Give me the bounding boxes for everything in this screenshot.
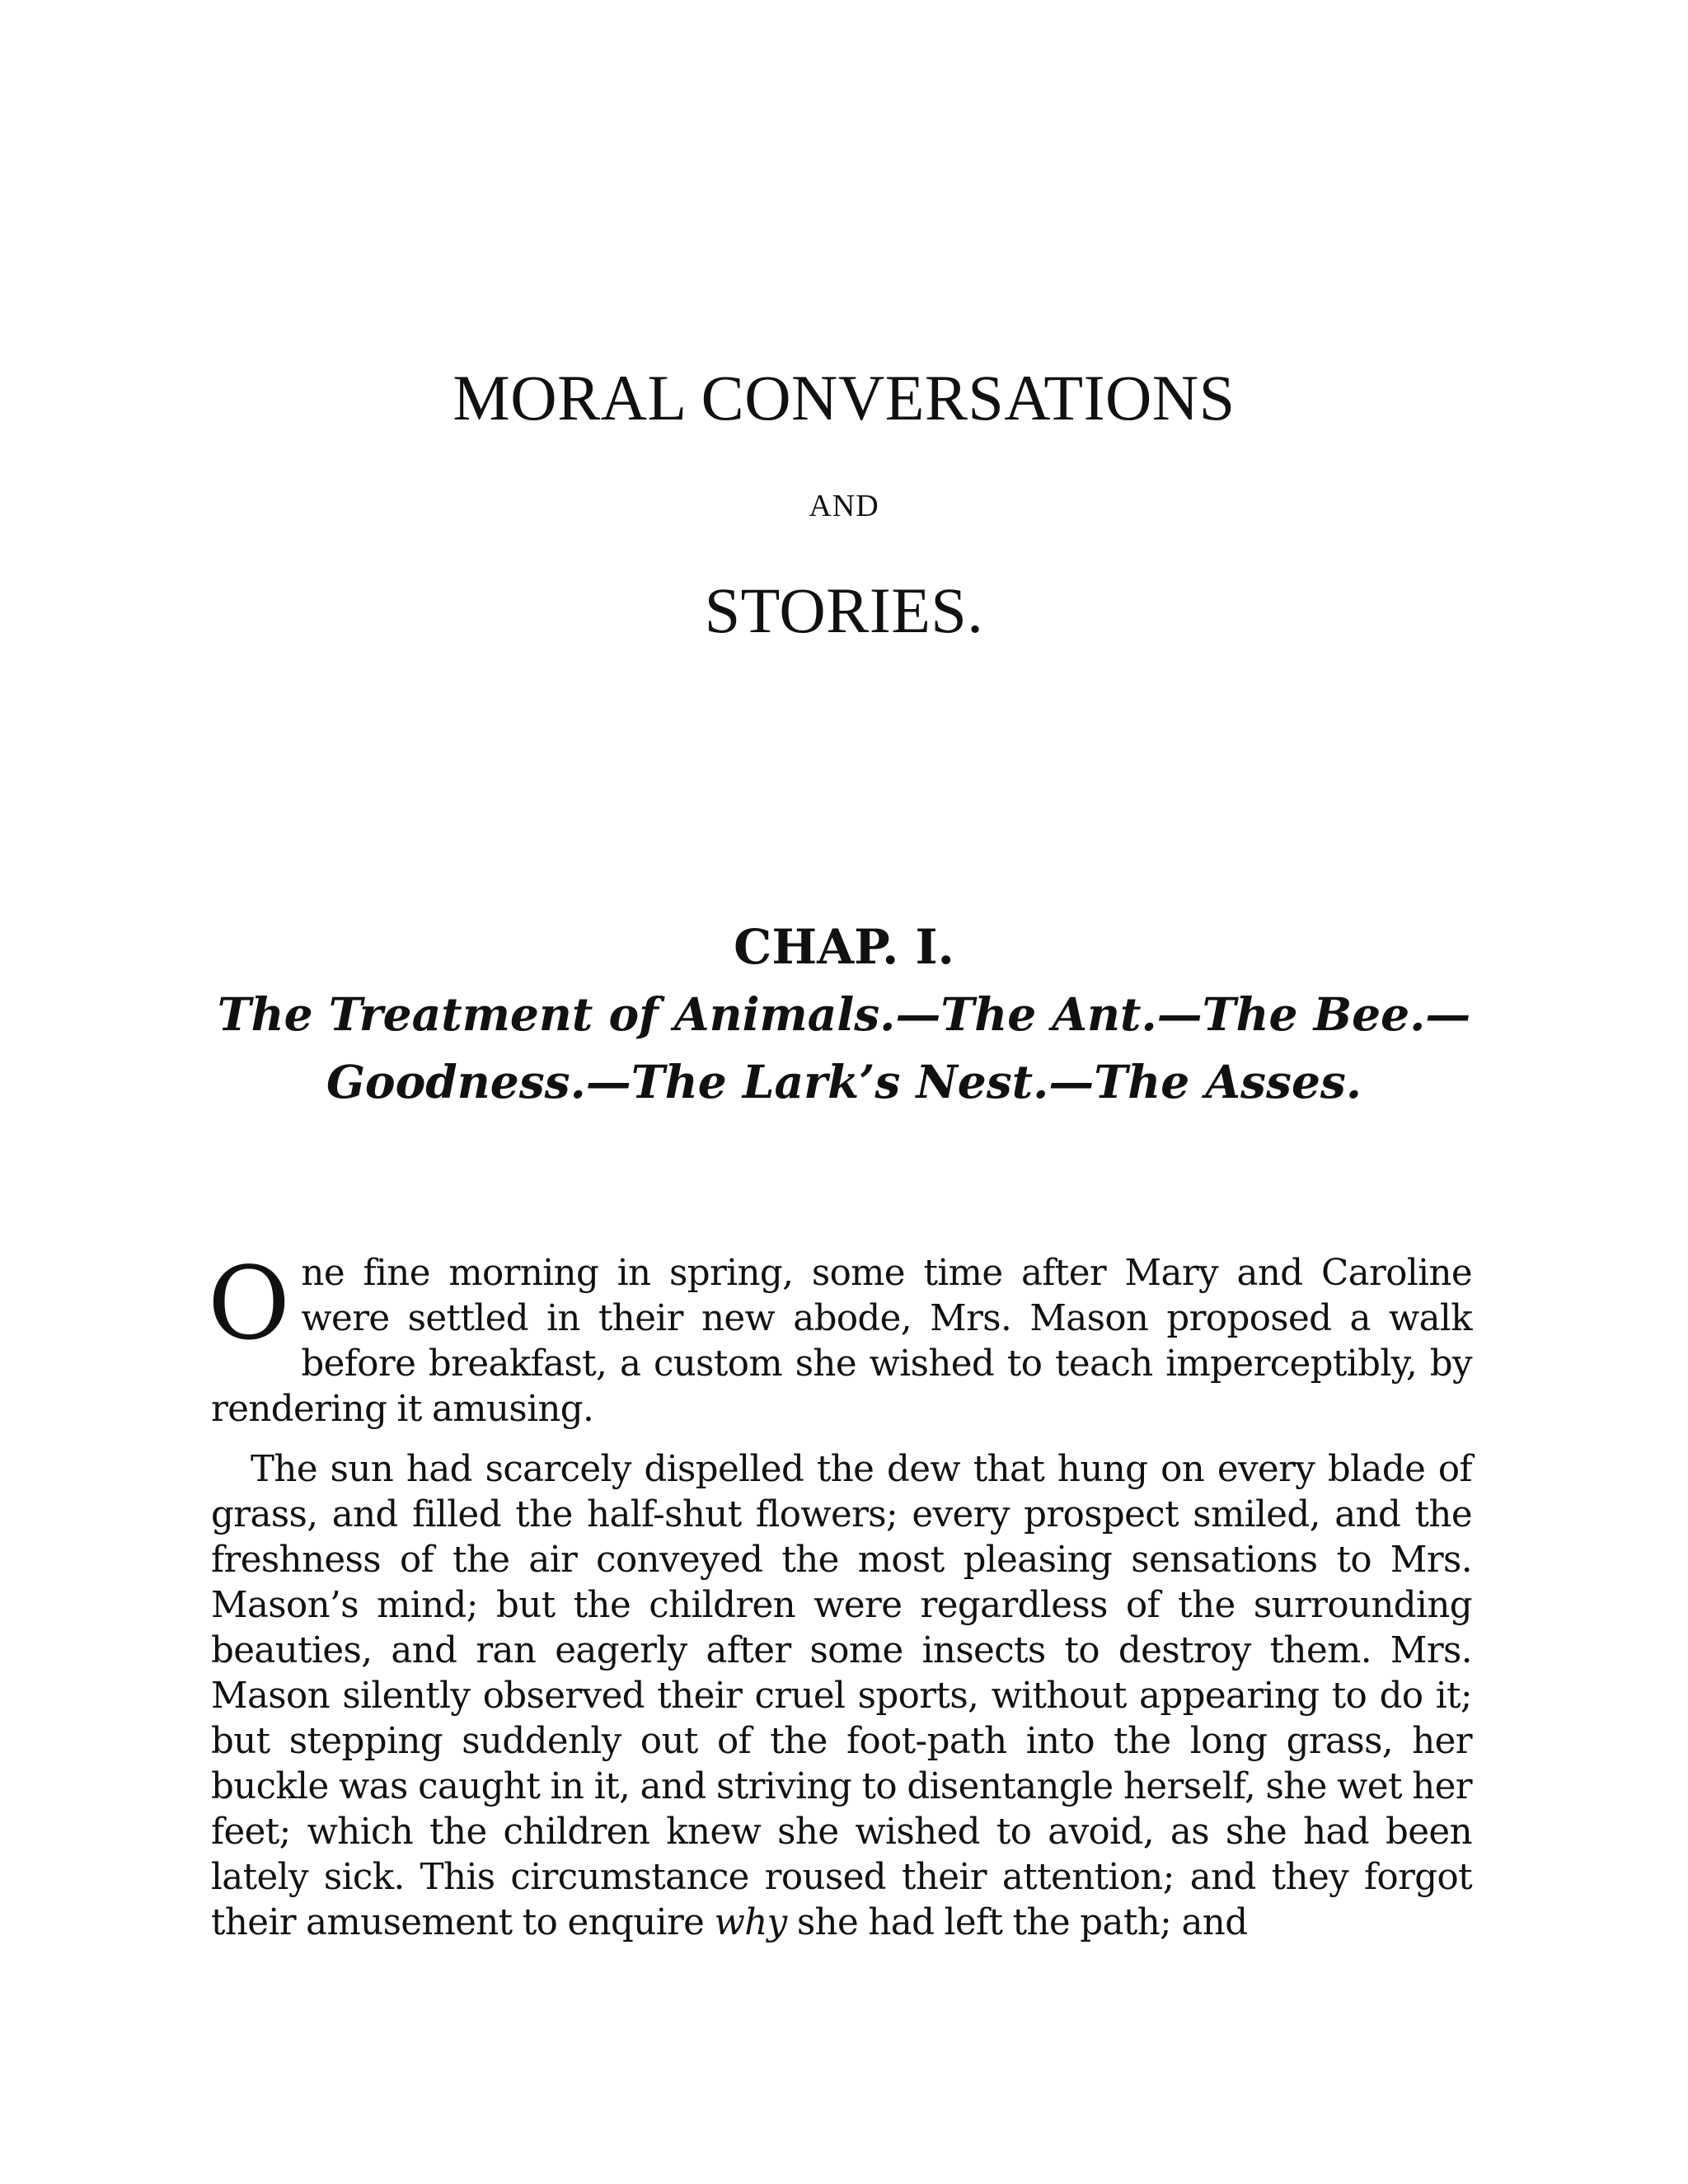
paragraph-2-text-end: she had left the path; and (786, 1902, 1248, 1943)
chapter-number: CHAP. I. (734, 919, 954, 975)
drop-cap: O (208, 1245, 290, 1362)
paragraph-2 (211, 1447, 1472, 1946)
paragraph-1 (208, 1245, 1472, 1432)
title-line-1: MORAL CONVERSATIONS (452, 362, 1236, 434)
paragraph-2-text-start: The sun had scarcely dispelled the dew that hung on every blade of grass, and filled the half-shut flowers; every prospect smiled, and the freshness of the air conveyed the most pleasing sensations to Mrs. Mason’s mind; but the children were regardless of the surrounding beauties, and ran eagerly after some insects to destroy them. Mrs. Mason silently observed their cruel sports, without appearing to do it; but stepping suddenly out of the foot-path into the long grass, her buckle was caught in it, and striving to disentangle herself, she wet her feet; which the children knew she wished to avoid, as she had been lately sick. This circumstance roused their attention; and they forgot their amusement to enquire (211, 1449, 1472, 1943)
emphasized-word: why (714, 1902, 787, 1943)
paragraph-1-text: ne fine morning in spring, some time after Mary and Caroline were settled in their new abode, Mrs. Mason proposed a walk before breakfast, a custom she wished to teach imperceptibly, by rendering it amusing. (211, 1253, 1472, 1430)
title-conjunction: AND (809, 489, 879, 523)
title-line-2: STORIES. (704, 574, 984, 646)
chapter-heading (206, 913, 1482, 1116)
chapter-subtitle: The Treatment of Animals.—The Ant.—The Bee.—Goodness.—The Lark’s Nest.—The Asses. (217, 987, 1471, 1108)
chapter-body (208, 1245, 1472, 1946)
